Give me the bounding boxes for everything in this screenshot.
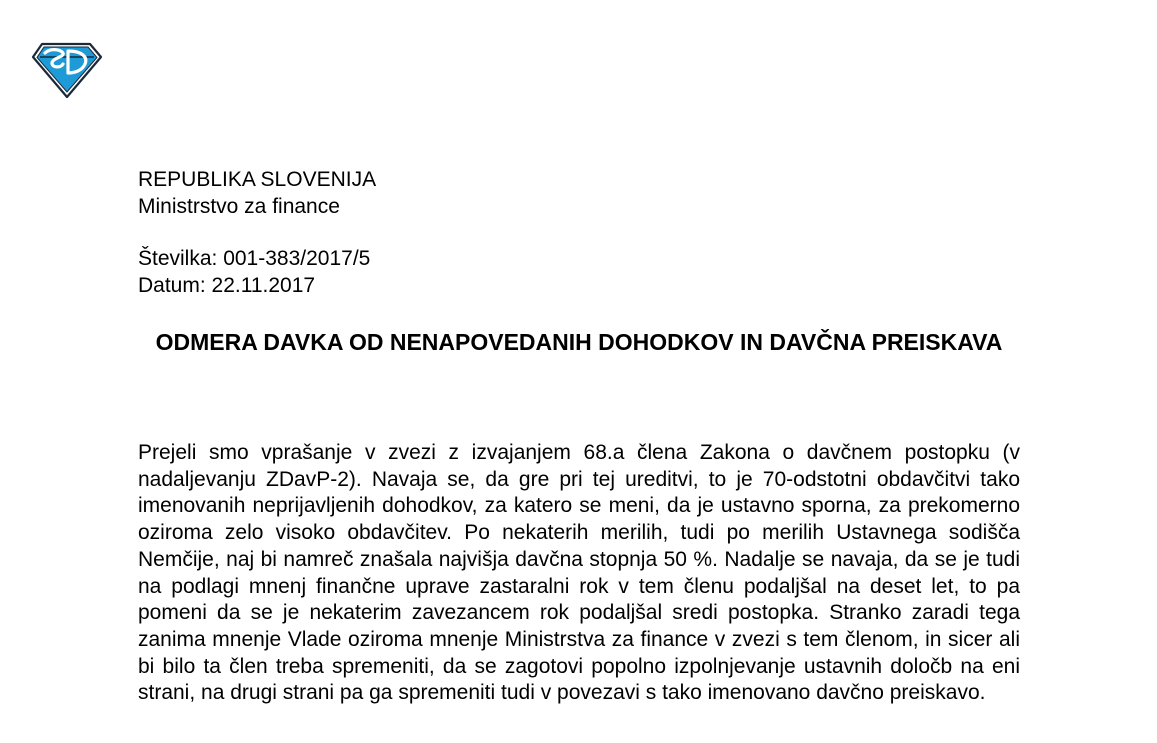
document-date: Datum: 22.11.2017	[138, 274, 316, 297]
document-meta	[138, 245, 370, 299]
ministry-name: Ministrstvo za finance	[138, 195, 340, 218]
document-title: ODMERA DAVKA OD NENAPOVEDANIH DOHODKOV IN DAVČNA PREISKAVA	[155, 329, 1003, 355]
document-number: Številka: 001-383/2017/5	[138, 247, 371, 270]
sender-block	[138, 166, 376, 220]
republic-name: REPUBLIKA SLOVENIJA	[138, 168, 377, 191]
sd-shield-logo	[30, 40, 104, 100]
body-paragraph: Prejeli smo vprašanje v zvezi z izvajanjem 68.a člena Zakona o davčnem postopku (v nadaljevanju ZDavP-2). Navaja se, da gre pri tej ureditvi, to je 70-odstotni obdavčitvi tako imenovanih neprijavljenih dohodkov, za katero se meni, da je ustavno sporna, za prekomerno oziroma zelo visoko obdavčitev. Po nekaterih merilih, tudi po merilih Ustavnega sodišča Nemčije, naj bi namreč znašala najvišja davčna stopnja 50 %. Nadalje se navaja, da se je tudi na podlagi mnenj finančne uprave zastaralni rok v tem členu podaljšal na deset let, to pa pomeni da se je nekaterim zavezancem rok podaljšal sredi postopka. Stranko zaradi tega zanima mnenje Vlade oziroma mnenje Ministrstva za finance v zvezi s tem členom, in sicer ali bi bilo ta člen treba spremeniti, da se zagotovi popolno izpolnjevanje ustavnih določb na eni strani, na drugi strani pa ga spremeniti tudi v povezavi s tako imenovano davčno preiskavo.	[138, 441, 1020, 705]
